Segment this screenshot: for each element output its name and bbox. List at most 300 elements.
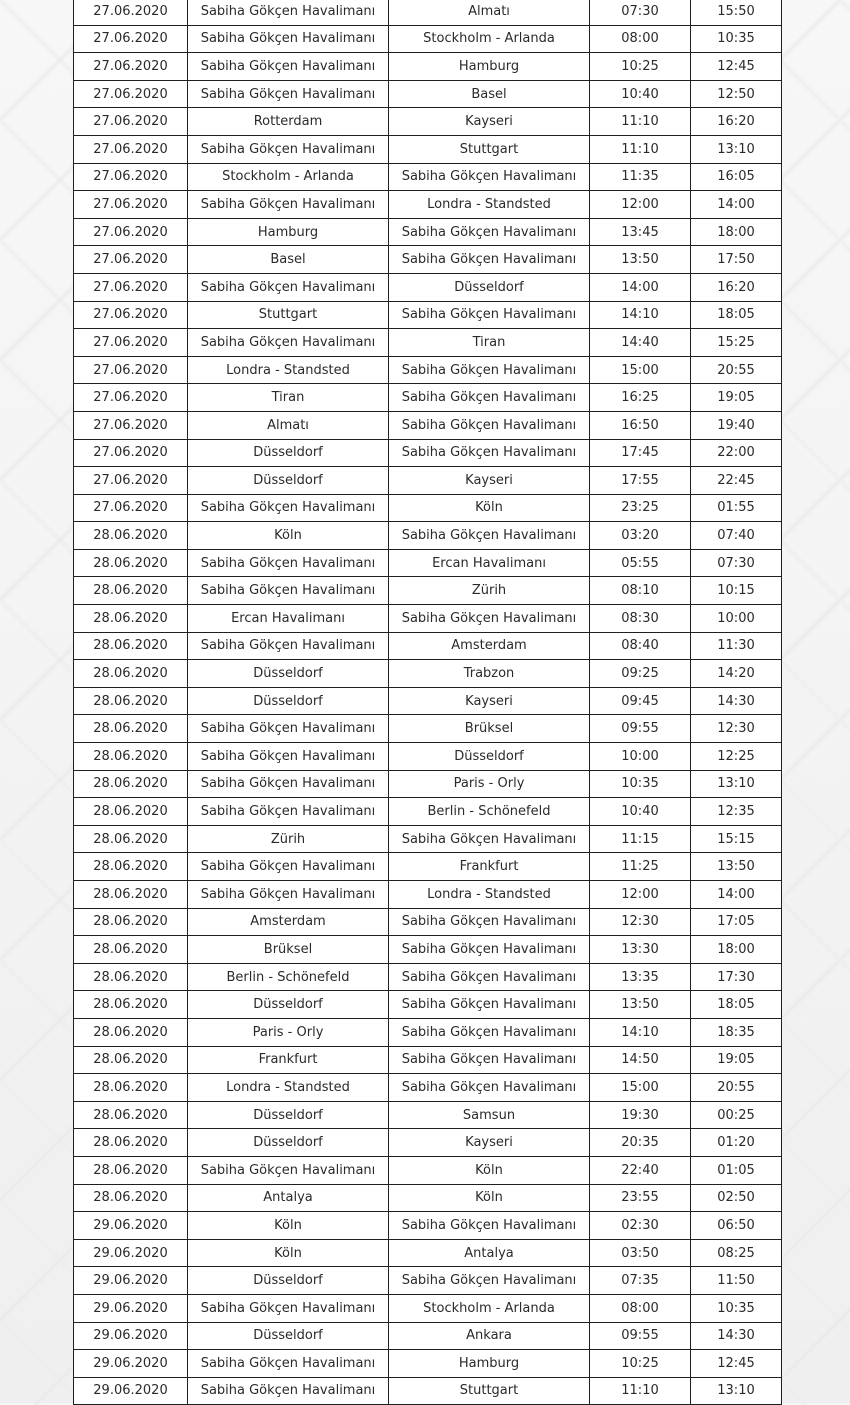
date-cell: 27.06.2020 [74, 25, 188, 53]
origin-cell: Tiran [188, 384, 389, 412]
origin-cell: Sabiha Gökçen Havalimanı [188, 798, 389, 826]
origin-cell: Sabiha Gökçen Havalimanı [188, 0, 389, 25]
departure-time-cell: 05:55 [590, 549, 691, 577]
origin-cell: Sabiha Gökçen Havalimanı [188, 329, 389, 357]
table-row [74, 1156, 782, 1184]
table-row [74, 1350, 782, 1378]
date-cell: 27.06.2020 [74, 0, 188, 25]
destination-cell: Kayseri [389, 467, 590, 495]
departure-time-cell: 11:10 [590, 108, 691, 136]
departure-time-cell: 19:30 [590, 1101, 691, 1129]
date-cell: 28.06.2020 [74, 1156, 188, 1184]
departure-time-cell: 08:10 [590, 577, 691, 605]
departure-time-cell: 23:25 [590, 494, 691, 522]
date-cell: 28.06.2020 [74, 963, 188, 991]
arrival-time-cell: 13:10 [691, 770, 782, 798]
table-row [74, 936, 782, 964]
destination-cell: Sabiha Gökçen Havalimanı [389, 246, 590, 274]
origin-cell: Frankfurt [188, 1046, 389, 1074]
date-cell: 28.06.2020 [74, 991, 188, 1019]
date-cell: 27.06.2020 [74, 301, 188, 329]
arrival-time-cell: 10:15 [691, 577, 782, 605]
departure-time-cell: 11:35 [590, 163, 691, 191]
arrival-time-cell: 19:40 [691, 411, 782, 439]
origin-cell: Sabiha Gökçen Havalimanı [188, 494, 389, 522]
destination-cell: Tiran [389, 329, 590, 357]
departure-time-cell: 13:50 [590, 246, 691, 274]
table-row [74, 743, 782, 771]
origin-cell: Paris - Orly [188, 1018, 389, 1046]
origin-cell: Sabiha Gökçen Havalimanı [188, 577, 389, 605]
destination-cell: Almatı [389, 0, 590, 25]
date-cell: 29.06.2020 [74, 1212, 188, 1240]
table-row [74, 467, 782, 495]
origin-cell: Londra - Standsted [188, 356, 389, 384]
date-cell: 28.06.2020 [74, 825, 188, 853]
date-cell: 28.06.2020 [74, 577, 188, 605]
destination-cell: Frankfurt [389, 853, 590, 881]
table-row [74, 522, 782, 550]
date-cell: 29.06.2020 [74, 1350, 188, 1378]
arrival-time-cell: 14:00 [691, 191, 782, 219]
table-row [74, 301, 782, 329]
arrival-time-cell: 12:35 [691, 798, 782, 826]
departure-time-cell: 03:50 [590, 1239, 691, 1267]
table-row [74, 0, 782, 25]
table-row [74, 1018, 782, 1046]
date-cell: 28.06.2020 [74, 605, 188, 633]
destination-cell: Sabiha Gökçen Havalimanı [389, 1018, 590, 1046]
table-row [74, 384, 782, 412]
origin-cell: Sabiha Gökçen Havalimanı [188, 1294, 389, 1322]
origin-cell: Almatı [188, 411, 389, 439]
origin-cell: Düsseldorf [188, 660, 389, 688]
origin-cell: Sabiha Gökçen Havalimanı [188, 549, 389, 577]
table-row [74, 411, 782, 439]
origin-cell: Sabiha Gökçen Havalimanı [188, 191, 389, 219]
table-row [74, 770, 782, 798]
date-cell: 27.06.2020 [74, 246, 188, 274]
date-cell: 28.06.2020 [74, 1018, 188, 1046]
departure-time-cell: 12:00 [590, 191, 691, 219]
destination-cell: Antalya [389, 1239, 590, 1267]
destination-cell: Kayseri [389, 687, 590, 715]
arrival-time-cell: 13:10 [691, 135, 782, 163]
departure-time-cell: 02:30 [590, 1212, 691, 1240]
date-cell: 27.06.2020 [74, 356, 188, 384]
date-cell: 28.06.2020 [74, 632, 188, 660]
table-row [74, 1322, 782, 1350]
arrival-time-cell: 10:35 [691, 1294, 782, 1322]
table-row [74, 218, 782, 246]
arrival-time-cell: 07:40 [691, 522, 782, 550]
destination-cell: Samsun [389, 1101, 590, 1129]
destination-cell: Stuttgart [389, 1377, 590, 1405]
departure-time-cell: 16:50 [590, 411, 691, 439]
departure-time-cell: 10:40 [590, 798, 691, 826]
date-cell: 27.06.2020 [74, 108, 188, 136]
table-row [74, 80, 782, 108]
arrival-time-cell: 12:50 [691, 80, 782, 108]
departure-time-cell: 10:25 [590, 53, 691, 81]
origin-cell: Köln [188, 522, 389, 550]
arrival-time-cell: 06:50 [691, 1212, 782, 1240]
destination-cell: Sabiha Gökçen Havalimanı [389, 936, 590, 964]
departure-time-cell: 03:20 [590, 522, 691, 550]
departure-time-cell: 13:50 [590, 991, 691, 1019]
table-row [74, 53, 782, 81]
arrival-time-cell: 12:45 [691, 1350, 782, 1378]
departure-time-cell: 14:00 [590, 273, 691, 301]
arrival-time-cell: 18:35 [691, 1018, 782, 1046]
destination-cell: Sabiha Gökçen Havalimanı [389, 356, 590, 384]
flight-schedule-table [73, 0, 782, 1405]
arrival-time-cell: 12:25 [691, 743, 782, 771]
departure-time-cell: 11:15 [590, 825, 691, 853]
arrival-time-cell: 15:50 [691, 0, 782, 25]
departure-time-cell: 08:00 [590, 25, 691, 53]
origin-cell: Düsseldorf [188, 1101, 389, 1129]
origin-cell: Düsseldorf [188, 991, 389, 1019]
destination-cell: Zürih [389, 577, 590, 605]
table-row [74, 1101, 782, 1129]
arrival-time-cell: 01:55 [691, 494, 782, 522]
destination-cell: Düsseldorf [389, 273, 590, 301]
origin-cell: Sabiha Gökçen Havalimanı [188, 80, 389, 108]
destination-cell: Düsseldorf [389, 743, 590, 771]
origin-cell: Düsseldorf [188, 1267, 389, 1295]
arrival-time-cell: 20:55 [691, 1074, 782, 1102]
table-row [74, 577, 782, 605]
date-cell: 29.06.2020 [74, 1322, 188, 1350]
table-row [74, 1129, 782, 1157]
date-cell: 28.06.2020 [74, 853, 188, 881]
date-cell: 28.06.2020 [74, 660, 188, 688]
arrival-time-cell: 16:20 [691, 273, 782, 301]
destination-cell: Köln [389, 1156, 590, 1184]
arrival-time-cell: 08:25 [691, 1239, 782, 1267]
arrival-time-cell: 19:05 [691, 1046, 782, 1074]
origin-cell: Sabiha Gökçen Havalimanı [188, 135, 389, 163]
departure-time-cell: 20:35 [590, 1129, 691, 1157]
origin-cell: Rotterdam [188, 108, 389, 136]
departure-time-cell: 17:45 [590, 439, 691, 467]
date-cell: 29.06.2020 [74, 1267, 188, 1295]
destination-cell: Londra - Standsted [389, 191, 590, 219]
departure-time-cell: 12:00 [590, 881, 691, 909]
origin-cell: Brüksel [188, 936, 389, 964]
table-row [74, 1046, 782, 1074]
destination-cell: Sabiha Gökçen Havalimanı [389, 522, 590, 550]
departure-time-cell: 22:40 [590, 1156, 691, 1184]
origin-cell: Sabiha Gökçen Havalimanı [188, 881, 389, 909]
arrival-time-cell: 11:50 [691, 1267, 782, 1295]
origin-cell: Sabiha Gökçen Havalimanı [188, 1156, 389, 1184]
table-row [74, 494, 782, 522]
arrival-time-cell: 17:50 [691, 246, 782, 274]
date-cell: 27.06.2020 [74, 467, 188, 495]
origin-cell: Düsseldorf [188, 1129, 389, 1157]
table-row [74, 439, 782, 467]
departure-time-cell: 17:55 [590, 467, 691, 495]
departure-time-cell: 10:00 [590, 743, 691, 771]
table-row [74, 108, 782, 136]
destination-cell: Sabiha Gökçen Havalimanı [389, 991, 590, 1019]
origin-cell: Düsseldorf [188, 439, 389, 467]
date-cell: 28.06.2020 [74, 687, 188, 715]
departure-time-cell: 09:55 [590, 1322, 691, 1350]
departure-time-cell: 09:55 [590, 715, 691, 743]
arrival-time-cell: 01:20 [691, 1129, 782, 1157]
flight-schedule-table-wrap [73, 0, 776, 1405]
departure-time-cell: 09:45 [590, 687, 691, 715]
departure-time-cell: 13:35 [590, 963, 691, 991]
arrival-time-cell: 17:30 [691, 963, 782, 991]
departure-time-cell: 14:50 [590, 1046, 691, 1074]
destination-cell: Sabiha Gökçen Havalimanı [389, 963, 590, 991]
arrival-time-cell: 20:55 [691, 356, 782, 384]
destination-cell: Sabiha Gökçen Havalimanı [389, 411, 590, 439]
destination-cell: Hamburg [389, 1350, 590, 1378]
origin-cell: Sabiha Gökçen Havalimanı [188, 853, 389, 881]
table-row [74, 963, 782, 991]
table-row [74, 1074, 782, 1102]
origin-cell: Sabiha Gökçen Havalimanı [188, 25, 389, 53]
table-row [74, 1239, 782, 1267]
arrival-time-cell: 19:05 [691, 384, 782, 412]
destination-cell: Amsterdam [389, 632, 590, 660]
destination-cell: Brüksel [389, 715, 590, 743]
departure-time-cell: 12:30 [590, 908, 691, 936]
date-cell: 27.06.2020 [74, 53, 188, 81]
arrival-time-cell: 14:20 [691, 660, 782, 688]
departure-time-cell: 14:10 [590, 301, 691, 329]
origin-cell: Basel [188, 246, 389, 274]
date-cell: 28.06.2020 [74, 908, 188, 936]
arrival-time-cell: 10:35 [691, 25, 782, 53]
departure-time-cell: 23:55 [590, 1184, 691, 1212]
departure-time-cell: 14:10 [590, 1018, 691, 1046]
departure-time-cell: 07:35 [590, 1267, 691, 1295]
table-row [74, 25, 782, 53]
date-cell: 28.06.2020 [74, 936, 188, 964]
table-row [74, 549, 782, 577]
arrival-time-cell: 10:00 [691, 605, 782, 633]
date-cell: 28.06.2020 [74, 798, 188, 826]
arrival-time-cell: 01:05 [691, 1156, 782, 1184]
departure-time-cell: 09:25 [590, 660, 691, 688]
table-row [74, 687, 782, 715]
departure-time-cell: 10:35 [590, 770, 691, 798]
arrival-time-cell: 14:00 [691, 881, 782, 909]
departure-time-cell: 10:25 [590, 1350, 691, 1378]
departure-time-cell: 13:30 [590, 936, 691, 964]
table-row [74, 660, 782, 688]
departure-time-cell: 11:10 [590, 1377, 691, 1405]
date-cell: 27.06.2020 [74, 411, 188, 439]
date-cell: 27.06.2020 [74, 135, 188, 163]
arrival-time-cell: 12:30 [691, 715, 782, 743]
origin-cell: Sabiha Gökçen Havalimanı [188, 743, 389, 771]
origin-cell: Londra - Standsted [188, 1074, 389, 1102]
origin-cell: Köln [188, 1212, 389, 1240]
destination-cell: Sabiha Gökçen Havalimanı [389, 1046, 590, 1074]
origin-cell: Köln [188, 1239, 389, 1267]
origin-cell: Düsseldorf [188, 687, 389, 715]
date-cell: 28.06.2020 [74, 549, 188, 577]
arrival-time-cell: 14:30 [691, 687, 782, 715]
origin-cell: Zürih [188, 825, 389, 853]
date-cell: 28.06.2020 [74, 1101, 188, 1129]
destination-cell: Basel [389, 80, 590, 108]
departure-time-cell: 08:00 [590, 1294, 691, 1322]
table-row [74, 356, 782, 384]
arrival-time-cell: 17:05 [691, 908, 782, 936]
destination-cell: Sabiha Gökçen Havalimanı [389, 163, 590, 191]
date-cell: 29.06.2020 [74, 1377, 188, 1405]
date-cell: 28.06.2020 [74, 1184, 188, 1212]
date-cell: 27.06.2020 [74, 439, 188, 467]
destination-cell: Sabiha Gökçen Havalimanı [389, 301, 590, 329]
arrival-time-cell: 13:50 [691, 853, 782, 881]
origin-cell: Sabiha Gökçen Havalimanı [188, 1350, 389, 1378]
destination-cell: Köln [389, 494, 590, 522]
destination-cell: Sabiha Gökçen Havalimanı [389, 605, 590, 633]
destination-cell: Sabiha Gökçen Havalimanı [389, 218, 590, 246]
arrival-time-cell: 15:25 [691, 329, 782, 357]
departure-time-cell: 08:40 [590, 632, 691, 660]
date-cell: 27.06.2020 [74, 163, 188, 191]
table-row [74, 605, 782, 633]
arrival-time-cell: 18:00 [691, 936, 782, 964]
date-cell: 27.06.2020 [74, 80, 188, 108]
origin-cell: Amsterdam [188, 908, 389, 936]
arrival-time-cell: 18:05 [691, 991, 782, 1019]
table-row [74, 632, 782, 660]
table-row [74, 881, 782, 909]
table-row [74, 991, 782, 1019]
table-row [74, 1212, 782, 1240]
destination-cell: Sabiha Gökçen Havalimanı [389, 1074, 590, 1102]
date-cell: 28.06.2020 [74, 743, 188, 771]
table-row [74, 273, 782, 301]
origin-cell: Düsseldorf [188, 467, 389, 495]
destination-cell: Sabiha Gökçen Havalimanı [389, 825, 590, 853]
departure-time-cell: 08:30 [590, 605, 691, 633]
table-row [74, 853, 782, 881]
date-cell: 28.06.2020 [74, 1129, 188, 1157]
departure-time-cell: 11:10 [590, 135, 691, 163]
date-cell: 27.06.2020 [74, 329, 188, 357]
date-cell: 27.06.2020 [74, 494, 188, 522]
origin-cell: Sabiha Gökçen Havalimanı [188, 715, 389, 743]
table-row [74, 329, 782, 357]
origin-cell: Sabiha Gökçen Havalimanı [188, 632, 389, 660]
origin-cell: Sabiha Gökçen Havalimanı [188, 273, 389, 301]
table-row [74, 135, 782, 163]
table-row [74, 798, 782, 826]
arrival-time-cell: 16:20 [691, 108, 782, 136]
date-cell: 27.06.2020 [74, 273, 188, 301]
origin-cell: Ercan Havalimanı [188, 605, 389, 633]
date-cell: 29.06.2020 [74, 1239, 188, 1267]
arrival-time-cell: 16:05 [691, 163, 782, 191]
destination-cell: Stockholm - Arlanda [389, 1294, 590, 1322]
arrival-time-cell: 00:25 [691, 1101, 782, 1129]
destination-cell: Kayseri [389, 108, 590, 136]
departure-time-cell: 11:25 [590, 853, 691, 881]
date-cell: 28.06.2020 [74, 1046, 188, 1074]
arrival-time-cell: 22:45 [691, 467, 782, 495]
table-row [74, 825, 782, 853]
destination-cell: Londra - Standsted [389, 881, 590, 909]
date-cell: 28.06.2020 [74, 715, 188, 743]
arrival-time-cell: 12:45 [691, 53, 782, 81]
origin-cell: Düsseldorf [188, 1322, 389, 1350]
departure-time-cell: 07:30 [590, 0, 691, 25]
destination-cell: Sabiha Gökçen Havalimanı [389, 1212, 590, 1240]
arrival-time-cell: 13:10 [691, 1377, 782, 1405]
destination-cell: Paris - Orly [389, 770, 590, 798]
destination-cell: Sabiha Gökçen Havalimanı [389, 908, 590, 936]
origin-cell: Antalya [188, 1184, 389, 1212]
departure-time-cell: 13:45 [590, 218, 691, 246]
table-row [74, 246, 782, 274]
date-cell: 29.06.2020 [74, 1294, 188, 1322]
origin-cell: Berlin - Schönefeld [188, 963, 389, 991]
date-cell: 28.06.2020 [74, 770, 188, 798]
arrival-time-cell: 02:50 [691, 1184, 782, 1212]
origin-cell: Stockholm - Arlanda [188, 163, 389, 191]
origin-cell: Hamburg [188, 218, 389, 246]
destination-cell: Sabiha Gökçen Havalimanı [389, 439, 590, 467]
table-row [74, 908, 782, 936]
arrival-time-cell: 07:30 [691, 549, 782, 577]
destination-cell: Stockholm - Arlanda [389, 25, 590, 53]
table-row [74, 191, 782, 219]
origin-cell: Stuttgart [188, 301, 389, 329]
origin-cell: Sabiha Gökçen Havalimanı [188, 53, 389, 81]
arrival-time-cell: 15:15 [691, 825, 782, 853]
arrival-time-cell: 11:30 [691, 632, 782, 660]
arrival-time-cell: 22:00 [691, 439, 782, 467]
arrival-time-cell: 18:00 [691, 218, 782, 246]
departure-time-cell: 10:40 [590, 80, 691, 108]
arrival-time-cell: 14:30 [691, 1322, 782, 1350]
date-cell: 27.06.2020 [74, 218, 188, 246]
origin-cell: Sabiha Gökçen Havalimanı [188, 770, 389, 798]
destination-cell: Sabiha Gökçen Havalimanı [389, 1267, 590, 1295]
departure-time-cell: 15:00 [590, 356, 691, 384]
table-row [74, 1377, 782, 1405]
table-row [74, 1294, 782, 1322]
table-row [74, 163, 782, 191]
destination-cell: Ercan Havalimanı [389, 549, 590, 577]
date-cell: 28.06.2020 [74, 522, 188, 550]
arrival-time-cell: 18:05 [691, 301, 782, 329]
departure-time-cell: 15:00 [590, 1074, 691, 1102]
table-row [74, 1184, 782, 1212]
date-cell: 27.06.2020 [74, 191, 188, 219]
destination-cell: Hamburg [389, 53, 590, 81]
date-cell: 27.06.2020 [74, 384, 188, 412]
departure-time-cell: 14:40 [590, 329, 691, 357]
destination-cell: Köln [389, 1184, 590, 1212]
date-cell: 28.06.2020 [74, 1074, 188, 1102]
table-row [74, 1267, 782, 1295]
date-cell: 28.06.2020 [74, 881, 188, 909]
destination-cell: Kayseri [389, 1129, 590, 1157]
